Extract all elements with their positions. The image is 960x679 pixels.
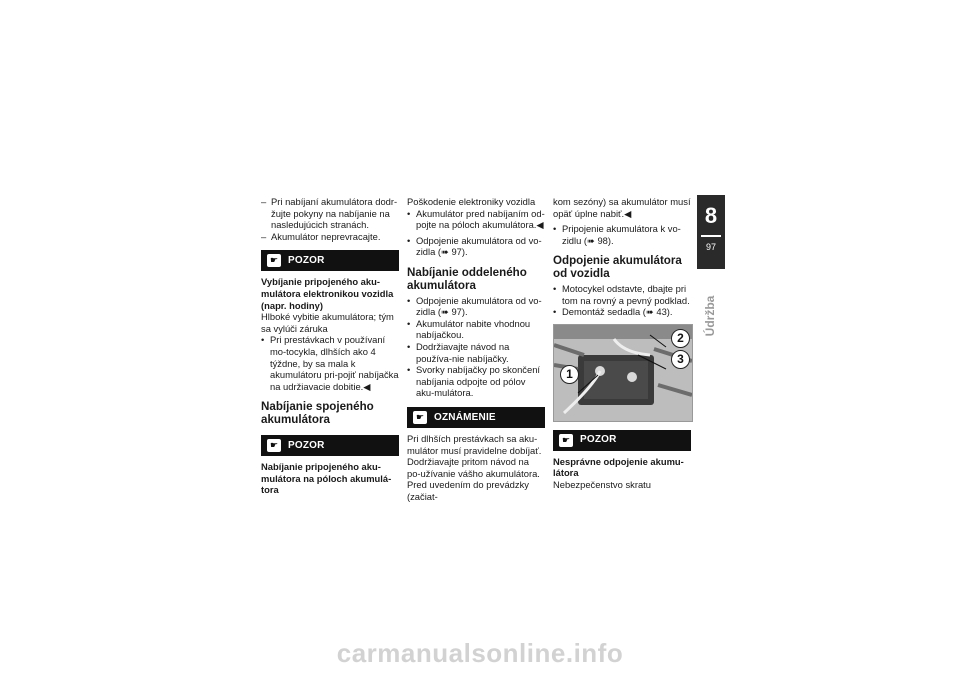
bullet-item: • Dodržiavajte návod na používa-nie nabíjačky. xyxy=(407,341,545,364)
callout-3: 3 xyxy=(671,350,690,369)
warning-title: Nabíjanie pripojeného aku-mulátora na póloch akumulá-tora xyxy=(261,460,392,496)
bullet-item: • Akumulátor nabite vhodnou nabíjačkou. xyxy=(407,318,545,341)
warning-title: Nesprávne odpojenie akumu-látora xyxy=(553,455,684,479)
warning-title: Vybíjanie pripojeného aku-mulátora elektronikou vozidla (napr. hodiny) xyxy=(261,276,394,311)
column-1 xyxy=(261,196,399,496)
warning-label: POZOR xyxy=(288,439,325,451)
section-label: Údržba xyxy=(703,295,718,337)
chapter-number: 8 xyxy=(704,203,718,228)
callout-2: 2 xyxy=(671,329,690,348)
bullet-item: • Odpojenie akumulátora od vo-zidla (➠ 97). xyxy=(407,235,545,258)
column-3 xyxy=(553,196,691,491)
watermark: carmanualsonline.info xyxy=(336,638,624,668)
warning-hand-icon: ☛ xyxy=(267,254,281,267)
paragraph: kom sezóny) sa akumulátor musí opäť úplne nabiť.◀ xyxy=(553,196,691,219)
bullet-item: • Motocykel odstavte, dbajte pri tom na rovný a pevný podklad. xyxy=(553,283,691,306)
column-2 xyxy=(407,196,545,502)
dash-item: – Pri nabíjaní akumulátora dodr-žujte pokyny na nabíjanie na nasledujúcich stranách. xyxy=(261,196,399,231)
warning-text: Nebezpečenstvo skratu xyxy=(553,478,651,490)
warning-box xyxy=(261,250,399,271)
notice-box xyxy=(407,407,545,428)
bullet-item: • Pripojenie akumulátora k vo-zidlu (➠ 98). xyxy=(553,223,691,246)
notice-label: OZNÁMENIE xyxy=(434,411,496,423)
section-heading: Nabíjanie oddeleného akumulátora xyxy=(407,265,527,292)
warning-label: POZOR xyxy=(580,434,617,446)
notice-text: Pri dlhších prestávkach sa aku-mulátor musí pravidelne dobíjať. Dodržiavajte pritom návod na po-užívanie vášho akumulátora. Pred uvedením do prevádzky (začiat- xyxy=(407,432,542,502)
bullet-item: • Demontáž sedadla (➠ 43). xyxy=(553,306,691,318)
bullet-item: • Svorky nabíjačky po skončení nabíjania odpojte od pólov aku-mulátora. xyxy=(407,364,545,399)
section-heading: Odpojenie akumulátora od vozidla xyxy=(553,254,682,281)
paragraph: Poškodenie elektroniky vozidla xyxy=(407,196,536,207)
warning-hand-icon: ☛ xyxy=(559,434,573,447)
chapter-tab xyxy=(697,195,725,269)
bullet-item: • Pri prestávkach v používaní mo-tocykla, dlhších ako 4 týždne, by sa mala k akumulátoru pri-pojiť nabíjačka na udržiavacie dobitie.◀ xyxy=(261,334,399,392)
warning-hand-icon: ☛ xyxy=(267,439,281,452)
page-number: 97 xyxy=(705,242,716,252)
dash-item: – Akumulátor neprevracajte. xyxy=(261,231,399,243)
battery-photo xyxy=(553,324,693,422)
callout-1: 1 xyxy=(560,365,579,384)
tab-divider xyxy=(701,235,721,237)
section-heading: Nabíjanie spojeného akumulátora xyxy=(261,400,374,427)
warning-box xyxy=(553,430,691,451)
notice-hand-icon: ☛ xyxy=(413,411,427,424)
warning-label: POZOR xyxy=(288,255,325,267)
bullet-item: • Odpojenie akumulátora od vo-zidla (➠ 97). xyxy=(407,295,545,318)
warning-text: Hlboké vybitie akumulátora; tým sa vylúči záruka xyxy=(261,311,394,334)
bullet-item: • Akumulátor pred nabíjaním od-pojte na póloch akumulátora.◀ xyxy=(407,208,545,231)
warning-box xyxy=(261,435,399,456)
